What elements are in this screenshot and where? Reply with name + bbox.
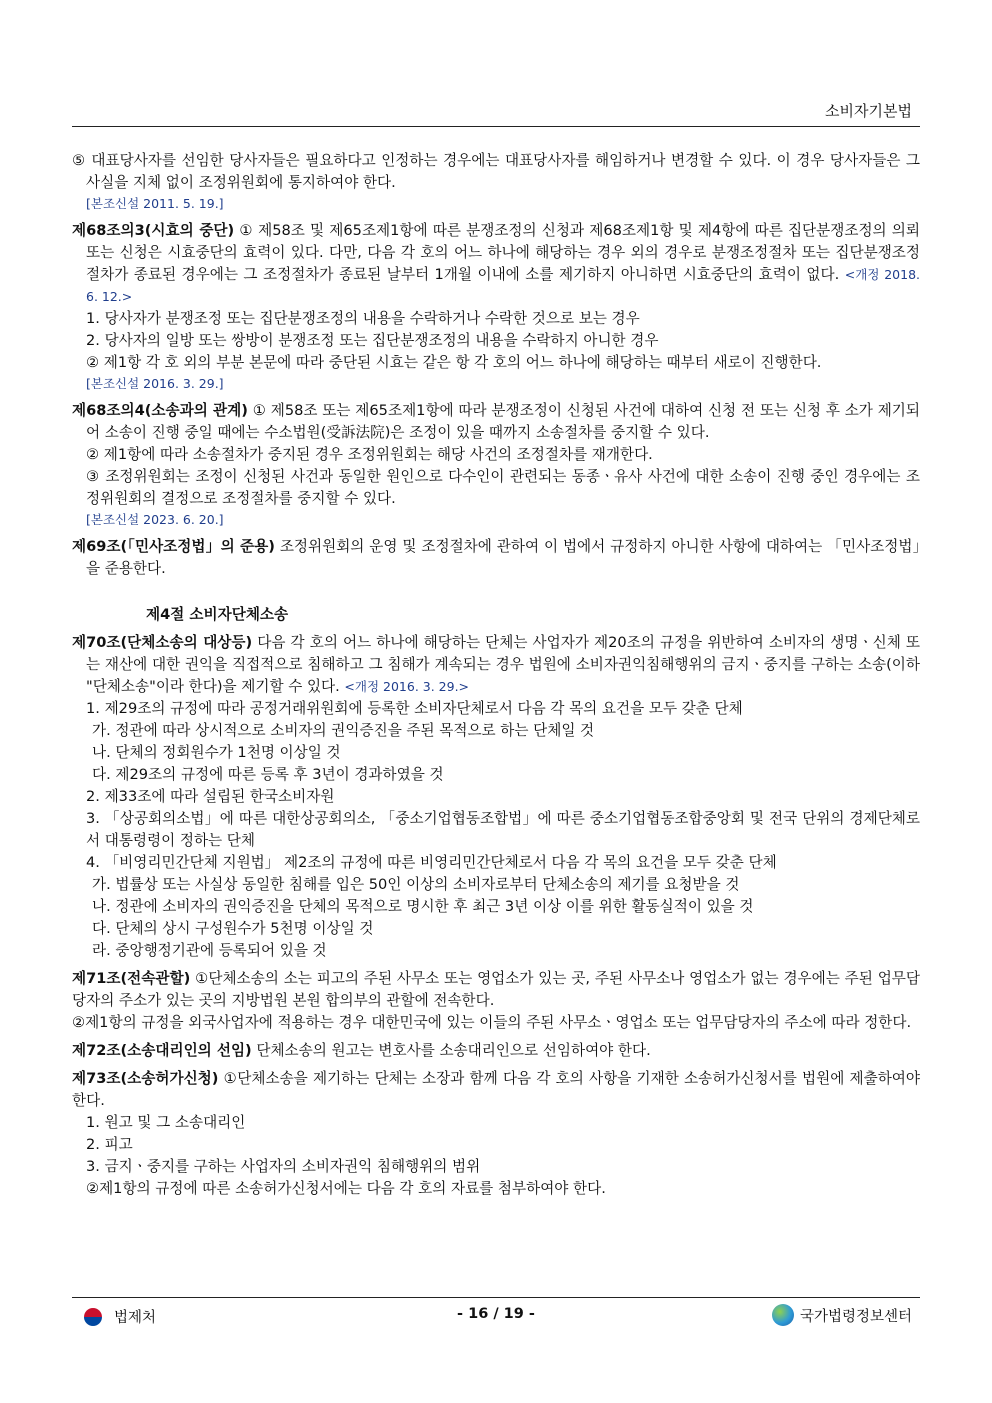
- header-divider: [72, 126, 920, 127]
- list-item: 4. 「비영리민간단체 지원법」 제2조의 규정에 따른 비영리민간단체로서 다음 각 목의 요건을 모두 갖춘 단체: [86, 854, 777, 871]
- sub-item: 가. 법률상 또는 사실상 동일한 침해를 입은 50인 이상의 소비자로부터 단체소송의 제기를 요청받을 것: [92, 876, 740, 893]
- sub-item: 나. 정관에 소비자의 권익증진을 단체의 목적으로 명시한 후 최근 3년 이상 이를 위한 활동실적이 있을 것: [92, 898, 754, 915]
- article-title: 제72조(소송대리인의 선임): [72, 1042, 252, 1059]
- article-title: 제68조의4(소송과의 관계): [72, 402, 248, 419]
- list-item: 1. 당사자가 분쟁조정 또는 집단분쟁조정의 내용을 수락하거나 수락한 것으로 보는 경우: [86, 310, 640, 327]
- sub-item: 나. 단체의 정회원수가 1천명 이상일 것: [92, 744, 341, 761]
- paragraph: ③ 조정위원회는 조정이 신청된 사건과 동일한 원인으로 다수인이 관련되는 동종ㆍ유사 사건에 대한 소송이 진행 중인 경우에는 조정위원회의 결정으로 조정절차를 중지할 수 있다.: [86, 468, 920, 507]
- paragraph: ②제1항의 규정에 따른 소송허가신청서에는 다음 각 호의 자료를 첨부하여야 한다.: [86, 1180, 606, 1197]
- ministry-name: 법제처: [114, 1310, 157, 1326]
- amendment-note: <개정 2018. 6. 12.>: [86, 267, 920, 304]
- sub-item: 라. 중앙행정기관에 등록되어 있을 것: [92, 942, 327, 959]
- list-item: 2. 제33조에 따라 설립된 한국소비자원: [86, 788, 335, 805]
- sub-item: 가. 정관에 따라 상시적으로 소비자의 권익증진을 주된 목적으로 하는 단체일 것: [92, 722, 595, 739]
- article-title: 제68조의3(시효의 중단): [72, 222, 235, 239]
- list-item: 2. 피고: [86, 1136, 133, 1153]
- law-title: 소비자기본법: [825, 102, 912, 120]
- list-item: 1. 제29조의 규정에 따라 공정거래위원회에 등록한 소비자단체로서 다음 각 목의 요건을 모두 갖춘 단체: [86, 700, 743, 717]
- paragraph: ②제1항의 규정을 외국사업자에 적용하는 경우 대한민국에 있는 이들의 주된 사무소ㆍ영업소 또는 업무담당자의 주소에 따라 정한다.: [72, 1014, 912, 1031]
- article-68-4: 제68조의4(소송과의 관계) ① 제58조 또는 제65조제1항에 따라 분쟁조정이 신청된 사건에 대하여 신청 전 또는 신청 후 소가 제기되어 소송이 진행 중일 때에는 수소법원(受訴法院)은 조정이 있을 때까지 소송절차를 중지할 수 있다.: [72, 402, 920, 441]
- amendment-note: [본조신설 2016. 3. 29.]: [86, 376, 224, 391]
- list-item: 2. 당사자의 일방 또는 쌍방이 분쟁조정 또는 집단분쟁조정의 내용을 수락하지 아니한 경우: [86, 332, 659, 349]
- list-item: 3. 금지ㆍ중지를 구하는 사업자의 소비자권익 침해행위의 범위: [86, 1158, 481, 1175]
- article-68-3: 제68조의3(시효의 중단) ① 제58조 및 제65조제1항에 따른 분쟁조정의 신청과 제68조제1항 및 제4항에 따른 집단분쟁조정의 의뢰 또는 신청은 시효중단의 효력이 있다. 다만, 다음 각 호의 어느 하나에 해당하는 경우 외의 경우로 분쟁조정절차 또는 집단분쟁조정절차가 종료된 경우에는 그 조정절차가 종료된 날부터 1개월 이내에 소를 제기하지 아니하면 시효중단의 효력이 없다. <개정 2018. 6. 12.>: [72, 222, 920, 304]
- article-73: 제73조(소송허가신청) ①단체소송을 제기하는 단체는 소장과 함께 다음 각 호의 사항을 기재한 소송허가신청서를 법원에 제출하여야 한다.: [72, 1070, 920, 1109]
- article-title: 제71조(전속관할): [72, 970, 191, 987]
- amendment-note: <개정 2016. 3. 29.>: [344, 679, 470, 694]
- article-69: 제69조(「민사조정법」의 준용) 조정위원회의 운영 및 조정절차에 관하여 이 법에서 규정하지 아니한 사항에 대하여는 「민사조정법」을 준용한다.: [72, 538, 921, 577]
- paragraph: ② 제1항 각 호 외의 부분 본문에 따라 중단된 시효는 같은 항 각 호의 어느 하나에 해당하는 때부터 새로이 진행한다.: [86, 354, 822, 371]
- article-70: 제70조(단체소송의 대상등) 다음 각 호의 어느 하나에 해당하는 단체는 사업자가 제20조의 규정을 위반하여 소비자의 생명ㆍ신체 또는 재산에 대한 권익을 직접적으로 침해하고 그 침해가 계속되는 경우 법원에 소비자권익침해행위의 금지ㆍ중지를 구하는 소송(이하 "단체소송"이라 한다)을 제기할 수 있다. <개정 2016. 3. 29.>: [72, 634, 920, 695]
- article-71: 제71조(전속관할) ①단체소송의 소는 피고의 주된 사무소 또는 영업소가 있는 곳, 주된 사무소나 영업소가 없는 경우에는 주된 업무담당자의 주소가 있는 곳의 지방법원 본원 합의부의 관할에 전속한다.: [72, 970, 920, 1009]
- footer-divider: [72, 1297, 920, 1298]
- article-title: 제73조(소송허가신청): [72, 1070, 219, 1087]
- article-72: 제72조(소송대리인의 선임) 단체소송의 원고는 변호사를 소송대리인으로 선임하여야 한다.: [72, 1042, 651, 1059]
- paragraph: ⑤ 대표당사자를 선임한 당사자들은 필요하다고 인정하는 경우에는 대표당사자를 해임하거나 변경할 수 있다. 이 경우 당사자들은 그 사실을 지체 없이 조정위원회에 통지하여야 한다.: [72, 152, 920, 191]
- article-title: 제70조(단체소송의 대상등): [72, 634, 253, 651]
- amendment-note: [본조신설 2011. 5. 19.]: [86, 196, 224, 211]
- law-info-center-logo-icon: [772, 1304, 794, 1326]
- list-item: 3. 「상공회의소법」에 따른 대한상공회의소, 「중소기업협동조합법」에 따른 중소기업협동조합중앙회 및 전국 단위의 경제단체로서 대통령령이 정하는 단체: [86, 810, 920, 849]
- paragraph: ② 제1항에 따라 소송절차가 중지된 경우 조정위원회는 해당 사건의 조정절차를 재개한다.: [86, 446, 653, 463]
- document-body: [72, 150, 920, 1200]
- article-title: 제69조(「민사조정법」의 준용): [72, 538, 275, 555]
- list-item: 1. 원고 및 그 소송대리인: [86, 1114, 246, 1131]
- page-footer: [72, 1306, 920, 1330]
- sub-item: 다. 단체의 상시 구성원수가 5천명 이상일 것: [92, 920, 374, 937]
- page-number: - 16 / 19 -: [457, 1306, 535, 1322]
- sub-item: 다. 제29조의 규정에 따른 등록 후 3년이 경과하였을 것: [92, 766, 444, 783]
- law-info-center-name: 국가법령정보센터: [799, 1308, 912, 1325]
- section-heading: 제4절 소비자단체소송: [146, 606, 289, 623]
- amendment-note: [본조신설 2023. 6. 20.]: [86, 512, 224, 527]
